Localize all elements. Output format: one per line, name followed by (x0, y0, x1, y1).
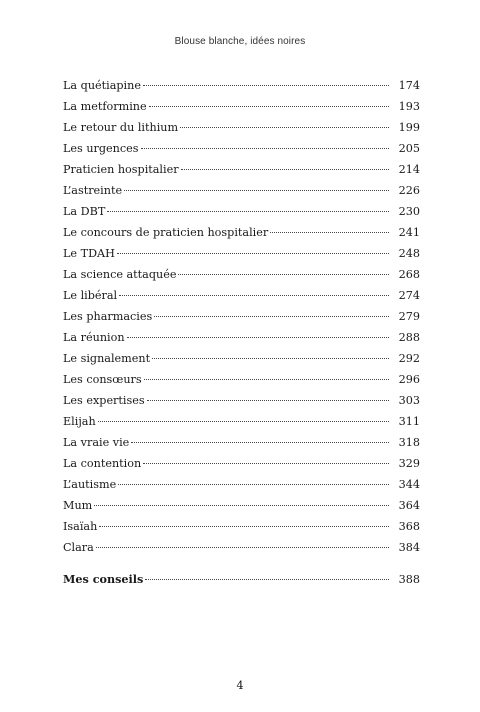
toc-entry-page: 296 (398, 373, 420, 386)
dot-leader (94, 505, 389, 506)
toc-entry-title: Les expertises (63, 394, 145, 407)
toc-entry-page: 174 (398, 79, 420, 92)
toc-entry-page: 311 (398, 415, 420, 428)
toc-entry-title: L’autisme (63, 478, 117, 491)
toc-entry-title: La réunion (63, 331, 125, 344)
toc-entry-title: Le TDAH (63, 247, 115, 260)
toc-entry-title: La metformine (63, 100, 147, 113)
running-header: Blouse blanche, idées noires (174, 36, 306, 47)
toc-entry-page: 193 (398, 100, 420, 113)
toc-entry (63, 222, 420, 243)
toc-entry-page: 329 (398, 457, 420, 470)
toc-entry-page: 214 (398, 163, 420, 176)
dot-leader (118, 484, 389, 485)
dot-leader (147, 400, 389, 401)
dot-leader (98, 421, 389, 422)
dot-leader (127, 337, 389, 338)
toc-entry-page: 279 (398, 310, 420, 323)
dot-leader (99, 526, 389, 527)
toc-entry (63, 516, 420, 537)
toc-entry (63, 243, 420, 264)
toc-entry-title: Elijah (63, 415, 96, 428)
toc-entry-title: La quétiapine (63, 79, 141, 92)
toc-entry-page: 205 (398, 142, 420, 155)
dot-leader (149, 106, 389, 107)
toc-entry (63, 474, 420, 495)
toc-entry (63, 138, 420, 159)
toc-entry (63, 369, 420, 390)
dot-leader (144, 379, 389, 380)
toc-entry-title: La DBT (63, 205, 106, 218)
toc-entry (63, 348, 420, 369)
toc-entry (63, 117, 420, 138)
toc-entry (63, 411, 420, 432)
toc-entry (63, 180, 420, 201)
dot-leader (145, 579, 389, 580)
toc-entry-page: 268 (398, 268, 420, 281)
toc-entry (63, 306, 420, 327)
toc-entry-title: Le concours de praticien hospitalier (63, 226, 269, 239)
toc-entry-page: 368 (398, 520, 420, 533)
toc-entry-title: L’astreinte (63, 184, 123, 197)
toc-entry (63, 285, 420, 306)
toc-entry (63, 75, 420, 96)
dot-leader (152, 358, 389, 359)
toc-entry-page: 344 (398, 478, 420, 491)
toc-entry (63, 453, 420, 474)
toc-entry (63, 432, 420, 453)
toc-entry-title: Le signalement (63, 352, 151, 365)
toc-entry-page: 384 (398, 541, 420, 554)
dot-leader (178, 274, 389, 275)
page-number: 4 (236, 679, 244, 692)
toc-entry-page: 199 (398, 121, 420, 134)
toc-entry-title: Mum (63, 499, 93, 512)
dot-leader (117, 253, 389, 254)
dot-leader (96, 547, 389, 548)
toc-final-entry-title: Mes conseils (63, 572, 144, 586)
toc-final-entry-page: 388 (398, 573, 420, 586)
toc-entry-title: Le libéral (63, 289, 118, 302)
toc-entry-page: 292 (398, 352, 420, 365)
toc-entry (63, 390, 420, 411)
dot-leader (143, 463, 389, 464)
toc-entry-page: 274 (398, 289, 420, 302)
toc-entry (63, 264, 420, 285)
dot-leader (270, 232, 389, 233)
toc-entry (63, 327, 420, 348)
toc-entry (63, 537, 420, 558)
toc-entry (63, 96, 420, 117)
dot-leader (131, 442, 389, 443)
toc-entry (63, 159, 420, 180)
toc-entry-title: Le retour du lithium (63, 121, 179, 134)
dot-leader (107, 211, 389, 212)
dot-leader (119, 295, 389, 296)
toc-entry-page: 248 (398, 247, 420, 260)
dot-leader (143, 85, 389, 86)
toc-entry-page: 288 (398, 331, 420, 344)
dot-leader (141, 148, 389, 149)
toc-entry (63, 201, 420, 222)
toc-entry-title: La contention (63, 457, 142, 470)
toc-entry-title: Praticien hospitalier (63, 163, 179, 176)
toc-entry (63, 495, 420, 516)
table-of-contents (63, 75, 420, 590)
toc-entry-page: 226 (398, 184, 420, 197)
dot-leader (180, 127, 389, 128)
dot-leader (181, 169, 389, 170)
toc-entry-page: 230 (398, 205, 420, 218)
toc-entry-page: 318 (398, 436, 420, 449)
toc-entry-title: Les consœurs (63, 373, 142, 386)
toc-entry-title: La vraie vie (63, 436, 130, 449)
dot-leader (124, 190, 389, 191)
toc-entry-title: Clara (63, 541, 94, 554)
toc-entry-page: 241 (398, 226, 420, 239)
toc-entry-title: Les pharmacies (63, 310, 153, 323)
dot-leader (154, 316, 389, 317)
toc-entry-title: Isaïah (63, 520, 98, 533)
toc-entry-title: La science attaquée (63, 268, 177, 281)
toc-final-entry (63, 569, 420, 590)
toc-entry-page: 303 (398, 394, 420, 407)
toc-entry-title: Les urgences (63, 142, 139, 155)
toc-entry-page: 364 (398, 499, 420, 512)
